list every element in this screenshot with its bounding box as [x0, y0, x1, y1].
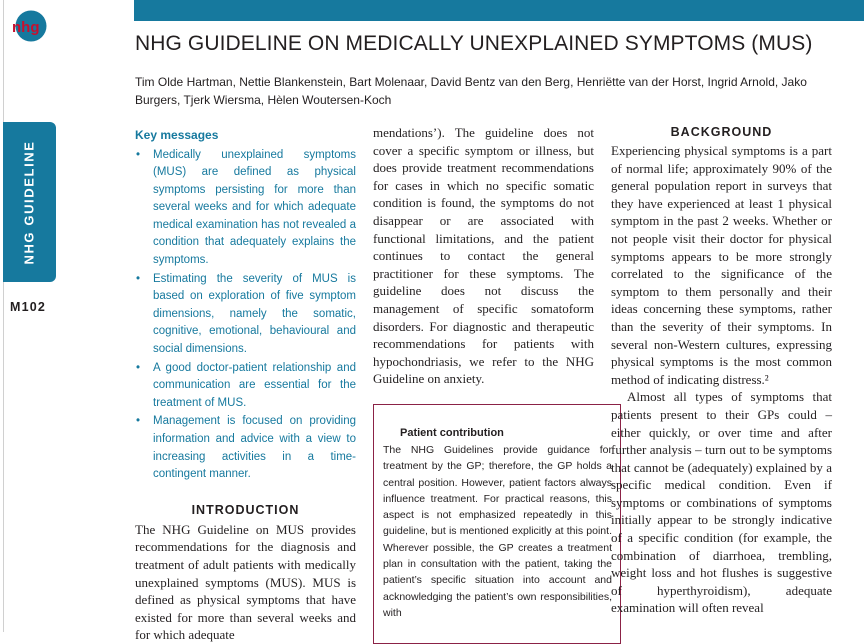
column-right [611, 124, 832, 617]
section-tab-label-wrap [3, 122, 56, 282]
background-heading: BACKGROUND [670, 125, 773, 139]
key-message-item: • Estimating the severity of MUS is based on exploration of five symptom dimensions, namely the somatic, cognitive, emotional, behavioural and social dimensions. [135, 271, 356, 359]
page-edge-line [3, 0, 4, 632]
introduction-paragraph: The NHG Guideline on MUS provides recommendations for the diagnosis and treatment of adult patients with medically unexplained symptoms (MUS). MUS is defined as physical symptoms that have existed for more than several weeks and for which adequate [135, 521, 356, 643]
nhg-logo [10, 7, 48, 45]
column-left [135, 124, 356, 644]
key-messages-title: Key messages [135, 128, 219, 142]
background-paragraph-1: Experiencing physical symptoms is a part of normal life; approximately 90% of the general population report in surveys that they have experienced at least 1 physical symptom in the past 2 weeks. Whether or not people visit their doctor for physical symptoms appears to be more strongly correlated to the significance of the symptom to them personally and their ideas concerning these symptoms, rather than the severity of their symptoms. In several non-Western cultures, expressing physical symptoms is the most common method of indicating distress.² [611, 143, 832, 387]
author-list: Tim Olde Hartman, Nettie Blankenstein, Bart Molenaar, David Bentz van den Berg, Henriëtte van der Horst, Ingrid Arnold, Jako Burgers, Tjerk Wiersma, Hèlen Woutersen-Koch [135, 75, 807, 107]
column-middle [373, 124, 594, 388]
patient-contribution-title: Patient contribution [400, 427, 504, 439]
scope-paragraph: mendations’). The guideline does not cover a specific symptom or illness, but does provide treatment recommendations for cases in which no specific somatic condition is found, the symptoms do not disappear or are associated with functional limitations, and the patient continues to contact the general practitioner for these symptoms. The guideline does not discuss the management of specific somatoform disorders. For diagnostic and therapeutic recommendations for patients with hypochondriasis, we refer to the NHG Guideline on anxiety. [373, 125, 594, 387]
key-messages-list [135, 147, 356, 484]
key-message-item: • Medically unexplained symptoms (MUS) are defined as physical symptoms persisting for more than several weeks and for which adequate medical examination has not revealed a condition that adequately explains the symptoms. [135, 147, 356, 270]
page-title: NHG GUIDELINE ON MEDICALLY UNEXPLAINED SYMPTOMS (MUS) [135, 32, 813, 55]
logo-text: nhg [12, 19, 40, 36]
header-color-bar [134, 0, 864, 21]
guideline-code: M102 [10, 300, 47, 314]
patient-contribution-text: The NHG Guidelines provide guidance for treatment by the GP; therefore, the GP holds a central position. However, patient factors always influence treatment. For practical reasons, this aspect is not emphasized repeatedly in this guideline, but is mentioned explicitly at this point. Wherever possible, the GP creates a treatment plan in consultation with the patient, taking the patient’s specific situation into account and acknowledging the patient’s own responsibilities, with [383, 444, 612, 619]
patient-contribution-box [373, 404, 621, 644]
background-paragraph-2: Almost all types of symptoms that patients present to their GPs could – either quickly, or over time and after further analysis – turn out to be symptoms that cannot be (adequately) explained by a specific medical condition. Even if symptoms or combinations of symptoms initially appear to be strongly indicative of a specific condition (for example, the combination of diarrhoea, trembling, weight loss and hot flushes is suggestive of hyperthyroidism), adequate examination will often reveal [611, 389, 832, 616]
key-message-item: • A good doctor-patient relationship and communication are essential for the treatment of MUS. [135, 360, 356, 413]
introduction-heading: INTRODUCTION [191, 502, 300, 517]
section-tab-label: NHG GUIDELINE [22, 139, 37, 265]
key-message-item: • Management is focused on providing information and advice with a view to increasing activities in a time-contingent manner. [135, 413, 356, 483]
